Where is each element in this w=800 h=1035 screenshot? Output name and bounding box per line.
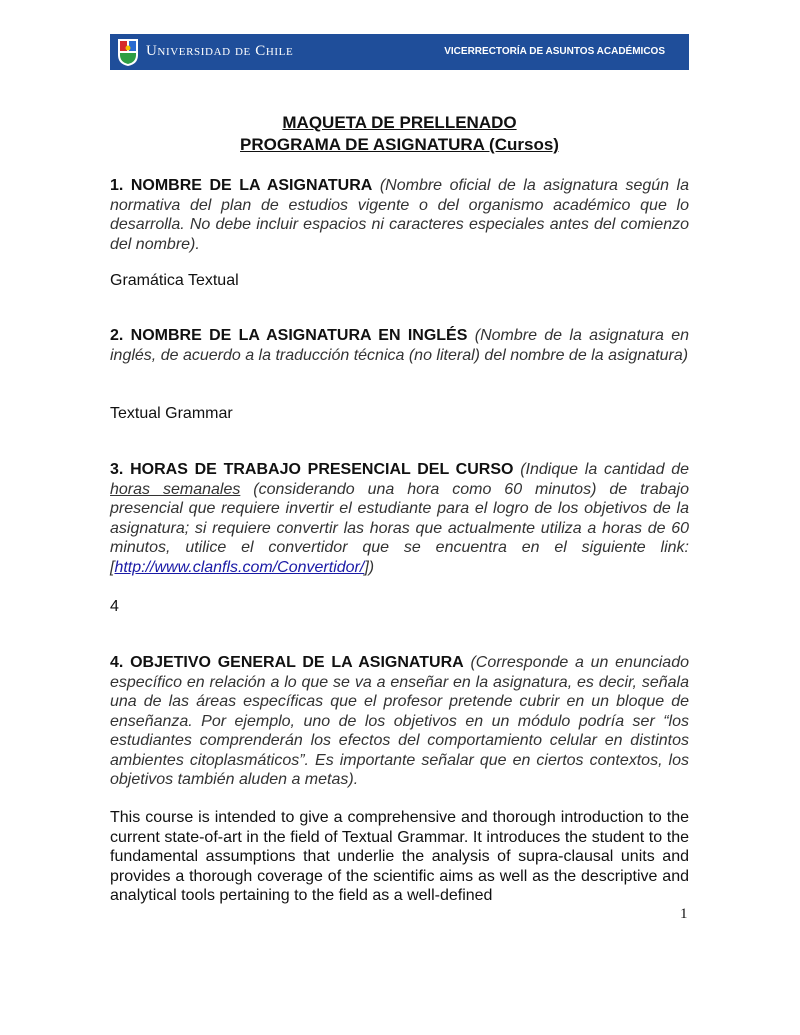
section-3-instruction-a: (Indique la cantidad de [520,461,690,478]
page-number: 1 [680,906,688,922]
office-name: VICERRECTORÍA DE ASUNTOS ACADÉMICOS [444,46,665,57]
section-1-value: Gramática Textual [110,272,239,289]
section-2-heading: 2. NOMBRE DE LA ASIGNATURA EN INGLÉS [110,327,468,344]
section-2-instruction: (Nombre de la asignatura en inglés, de acuerdo a la traducción técnica (no literal) del nombre de la asignatura) [110,327,690,364]
section-3-instruction-underlined: horas semanales [110,480,241,498]
university-name: Universidad de Chile [146,43,294,59]
converter-link[interactable]: http://www.clanfls.com/Convertidor/ [114,558,365,576]
section-4-description [110,653,689,790]
section-3-description [110,460,689,577]
section-3-value: 4 [110,598,119,615]
section-2-value: Textual Grammar [110,405,233,422]
section-3-instruction-c: ]) [364,558,375,576]
section-3-heading: 3. HORAS DE TRABAJO PRESENCIAL DEL CURSO [110,461,514,478]
section-2-description [110,326,689,365]
header-banner [110,34,689,70]
document-title-line1: MAQUETA DE PRELLENADO [282,113,517,132]
section-1-description [110,176,689,254]
section-4-heading: 4. OBJETIVO GENERAL DE LA ASIGNATURA [110,654,464,671]
university-crest-icon [117,37,139,67]
document-title-line2: PROGRAMA DE ASIGNATURA (Cursos) [240,135,559,154]
section-4-instruction: (Corresponde a un enunciado específico en relación a lo que se va a enseñar en la asignatura, es decir, señala una de las áreas específicas que el profesor pretende cubrir en un bloque de enseñanza. Por ejemplo, uno de los objetivos en un módulo podría ser “los estudiantes comprenderán los efectos del comportamiento celular en distintos ambientes citoplasmáticos”. Es importante señalar que en ciertos contextos, los objetivos también aluden a metas). [110,654,690,788]
section-1-instruction: (Nombre oficial de la asignatura según la normativa del plan de estudios vigente o del organismo académico que lo desarrolla. No debe incluir espacios ni caracteres especiales antes del comienzo del nombre). [110,177,690,253]
section-3-instruction-b: (considerando una hora como 60 minutos) de trabajo presencial que requiere invertir el estudiante para el logro de los objetivos de la asignatura; si requiere convertir las horas que actualmente utiliza a horas de 60 minutos, utilice el convertidor que se encuentra en el siguiente link: [ [110,480,689,576]
section-1-heading: 1. NOMBRE DE LA ASIGNATURA [110,177,373,194]
section-4-value: This course is intended to give a comprehensive and thorough introduction to the current state-of-art in the field of Textual Grammar. It introduces the student to the fundamental assumptions that underlie the analysis of supra-clausal units and provides a thorough coverage of the scientific aims as well as the descriptive and analytical tools pertaining to the field as a well-defined [110,809,689,904]
